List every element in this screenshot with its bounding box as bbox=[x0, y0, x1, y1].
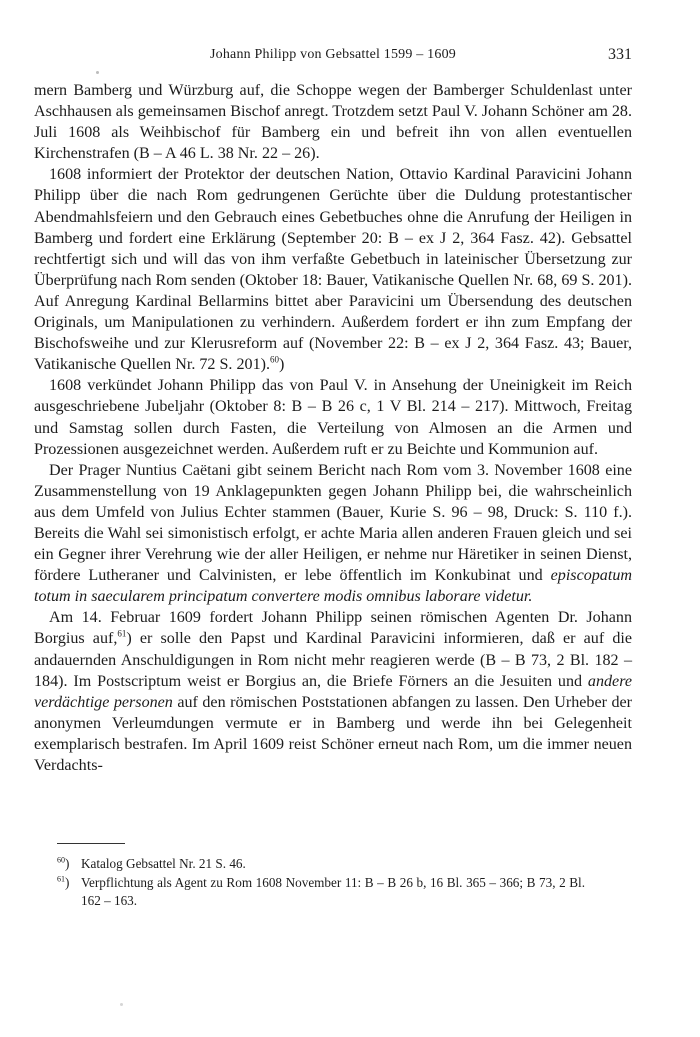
paragraph-text: auf den römischen Poststationen abfangen zu lassen. Den Urheber der anonymen Verleumdungen vermute er in Bamberg und werde ihn bei Gelegenheit exemplarisch bestrafen. Im April 1609 reist Schöner erneut nach Rom, um die immer neuen Verdachts- bbox=[34, 693, 632, 774]
paragraph-5 bbox=[34, 607, 632, 776]
footnotes bbox=[57, 855, 585, 911]
footnote-text: Verpflichtung als Agent zu Rom 1608 November 11: B – B 26 b, 16 Bl. 365 – 366; B 73, 2 Bl. 162 – 163. bbox=[81, 874, 585, 908]
footnote-ref-60[interactable]: 60 bbox=[270, 354, 279, 365]
page-number: 331 bbox=[608, 46, 632, 63]
running-head bbox=[34, 47, 632, 65]
footnote-mark: $^{61}$) bbox=[57, 874, 70, 890]
footnote-divider bbox=[57, 843, 125, 844]
footnote-60 bbox=[57, 855, 585, 874]
paragraph-4 bbox=[34, 460, 632, 608]
paragraph-text: mern Bamberg und Würzburg auf, die Schoppe wegen der Bamberger Schuldenlast unter Aschhausen als gemeinsamen Bischof anregt. Trotzdem setzt Paul V. Johann Schöner am 28. Juli 1608 als Weihbischof für Bamberg ein und befreit ihn von allen eventuellen Kirchenstrafen (B – A 46 L. 38 Nr. 22 – 26). bbox=[34, 82, 632, 163]
footnote-ref-close: ) bbox=[279, 356, 285, 374]
paragraph-text: Am 14. Februar 1609 fordert Johann Philipp seinen römischen Agenten Dr. Johann Borgius auf, bbox=[34, 609, 632, 648]
latin-quote: episcopatum totum in saecularem principatum convertere modis omnibus laborare videtur. bbox=[34, 567, 632, 606]
paragraph-text: 1608 verkündet Johann Philipp das von Paul V. in Ansehung der Uneinigkeit im Reich ausgeschriebene Jubeljahr (Oktober 8: B – B 26 c, 1 V Bl. 214 – 217). Mittwoch, Freitag und Samstag sollen durch Fasten, die Verteilung von Almosen an die Armen und Prozessionen ausgezeichnet werden. Außerdem ruft er zu Beichte und Kommunion auf. bbox=[34, 377, 632, 458]
scan-speck bbox=[120, 1003, 123, 1006]
footnote-ref-61[interactable]: 61 bbox=[117, 629, 127, 640]
paragraph-1 bbox=[34, 80, 632, 164]
footnote-61 bbox=[57, 874, 585, 911]
running-head-title: Johann Philipp von Gebsattel 1599 – 1609 bbox=[210, 47, 456, 62]
quoted-phrase: andere verdächtige personen bbox=[34, 672, 632, 711]
footnote-text: Katalog Gebsattel Nr. 21 S. 46. bbox=[81, 856, 246, 871]
paragraph-3 bbox=[34, 375, 632, 459]
footnote-mark: $^{60}$) bbox=[57, 855, 70, 871]
paragraph-2 bbox=[34, 164, 632, 375]
paragraph-text: ) er solle den Papst und Kardinal Paravicini informieren, daß er auf die andauernden Anschuldigungen in Rom nicht mehr reagieren werde (B – B 73, 2 Bl. 182 – 184). Im Postscriptum weist er Borgius an, die Briefe Förners an die Jesuiten und bbox=[34, 630, 632, 690]
paragraph-text: Der Prager Nuntius Caëtani gibt seinem Bericht nach Rom vom 3. November 1608 eine Zusammenstellung von 19 Anklagepunkten gegen Johann Philipp bei, die wahrscheinlich aus dem Umfeld von Julius Echter stammen (Bauer, Kurie S. 96 – 98, Druck: S. 110 f.). Bereits die Wahl sei simonistisch erfolgt, er achte Maria allen anderen Frauen gleich und sei ein Gegner ihrer Verehrung wie der aller Heiligen, er nehme nur Häretiker in seinen Dienst, fördere Lutheraner und Calvinisten, er lebe öffentlich im Konkubinat und bbox=[34, 461, 632, 585]
paragraph-text: 1608 informiert der Protektor der deutschen Nation, Ottavio Kardinal Paravicini Johann Philipp über die nach Rom gedrungenen Gerüchte über die Duldung protestantischer Abendmahlsfeiern und den Gebrauch eines Gebetbuches ohne die Anrufung der Heiligen in Bamberg und fordert eine Erklärung (September 20: B – ex J 2, 364 Fasz. 42). Gebsattel rechtfertigt sich und will das von ihm verfaßte Gebetbuch in lateinischer Übersetzung zur Überprüfung nach Rom senden (Oktober 18: Bauer, Vatikanische Quellen Nr. 68, 69 S. 201). Auf Anregung Kardinal Bellarmins bittet aber Paravicini um Übersendung des deutschen Originals, um Manipulationen zu verhindern. Außerdem fordert er ihn zum Empfang der Bischofsweihe und zur Klerusreform auf (November 22: B – ex J 2, 364 Fasz. 43; Bauer, Vatikanische Quellen Nr. 72 S. 201). bbox=[34, 166, 632, 374]
scan-speck bbox=[96, 71, 99, 74]
body-text bbox=[34, 80, 632, 776]
